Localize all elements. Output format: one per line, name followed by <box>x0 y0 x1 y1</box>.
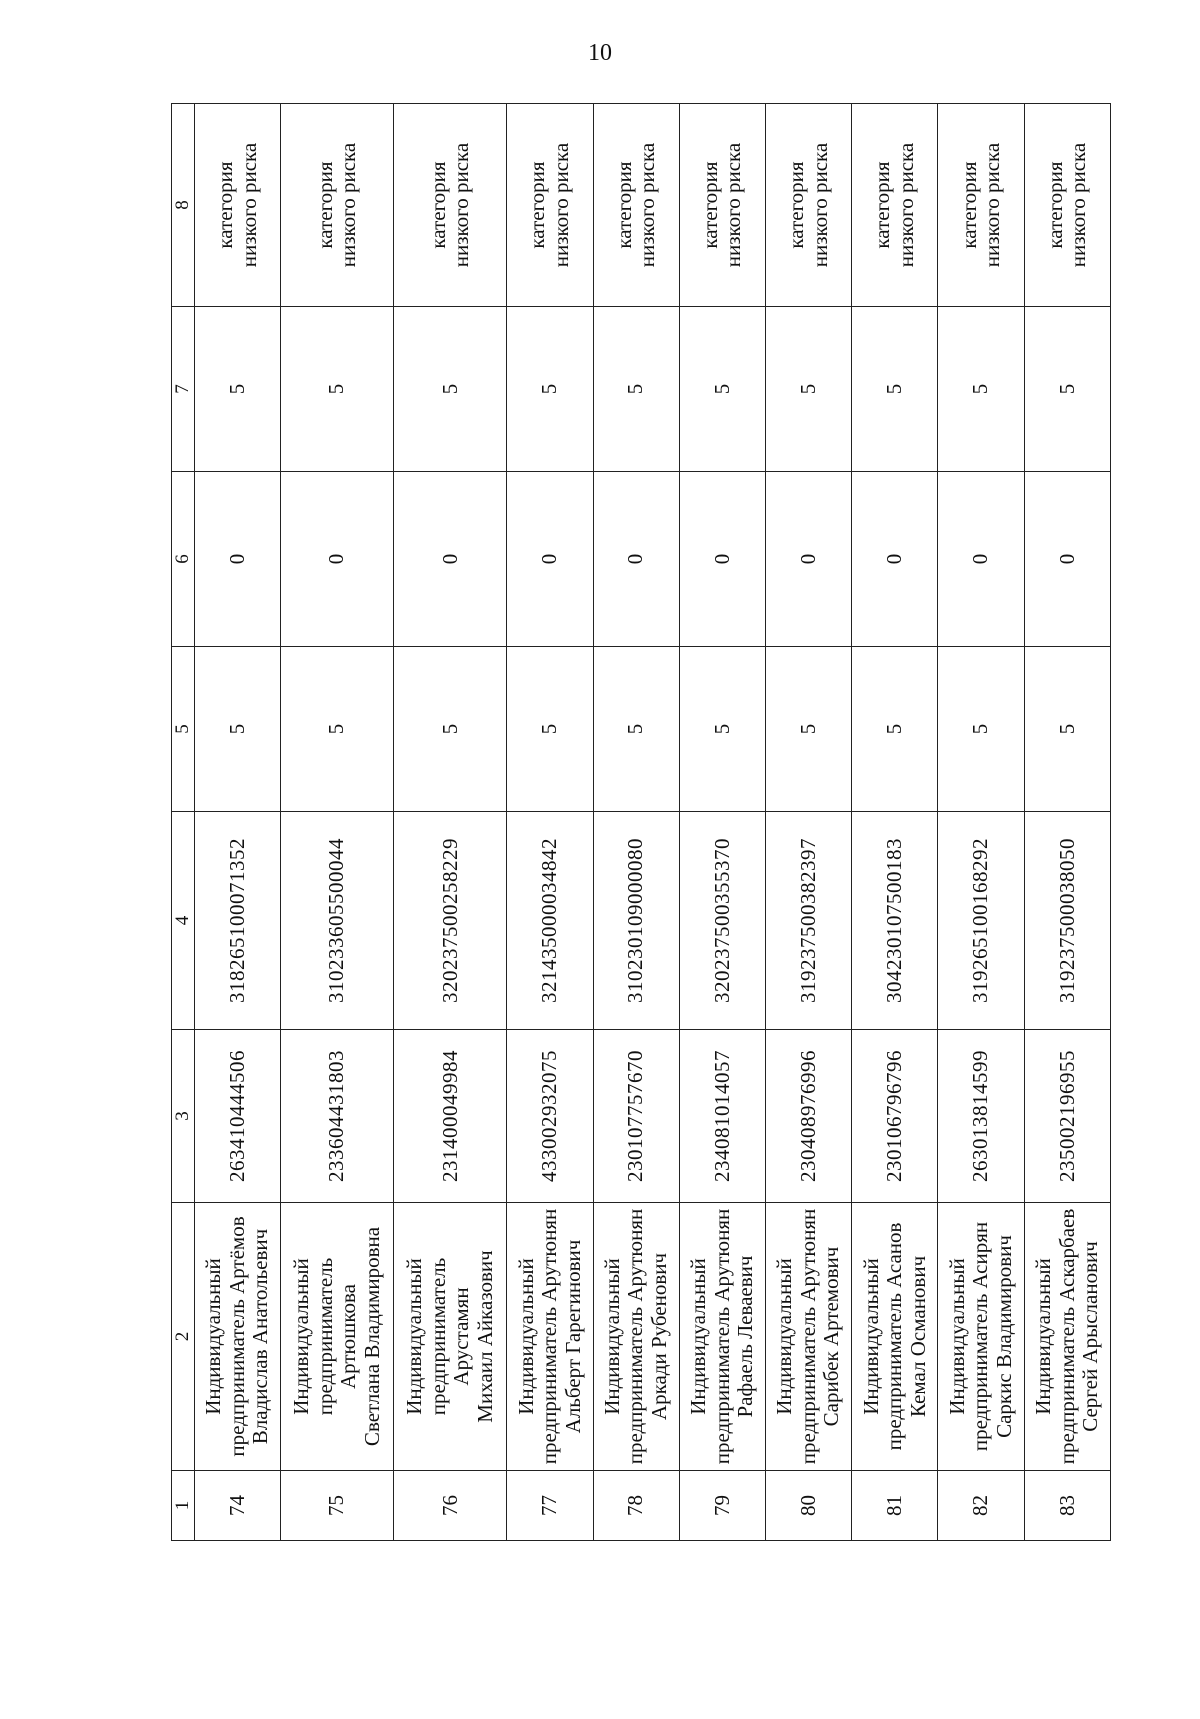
entrepreneur-name-cell <box>938 1203 1024 1471</box>
row-number-cell: 82 <box>938 1471 1024 1541</box>
ogrn-cell: 319265100168292 <box>938 812 1024 1030</box>
entrepreneur-name-cell <box>394 1203 507 1471</box>
row-number-cell: 75 <box>281 1471 394 1541</box>
entrepreneur-name-cell <box>852 1203 938 1471</box>
inn-cell: 235002196955 <box>1024 1030 1110 1203</box>
column-6-cell: 0 <box>507 472 593 647</box>
table-row <box>938 104 1024 1541</box>
name-line: предприниматель Артюшкова <box>312 1257 361 1416</box>
ogrn-cell: 319237500382397 <box>766 812 852 1030</box>
risk-line: низкого риска <box>635 142 660 268</box>
name-line: Индивидуальный <box>599 1258 624 1415</box>
column-7-cell: 5 <box>679 307 765 472</box>
ogrn-cell: 320237500258229 <box>394 812 507 1030</box>
name-line: предприниматель Арутюнян <box>537 1208 562 1465</box>
name-line: предприниматель Аскарбаев <box>1054 1208 1079 1465</box>
risk-line: низкого риска <box>336 142 361 268</box>
risk-line: категория <box>611 161 636 249</box>
column-5-cell: 5 <box>394 647 507 812</box>
inn-cell: 263410444506 <box>195 1030 281 1203</box>
row-number-cell: 80 <box>766 1471 852 1541</box>
risk-line: категория <box>425 161 450 249</box>
risk-line: категория <box>525 161 550 249</box>
table-row <box>593 104 679 1541</box>
name-line: Индивидуальный <box>772 1258 797 1415</box>
column-header: 4 <box>172 812 195 1030</box>
risk-category-cell <box>679 104 765 307</box>
risk-line: низкого риска <box>449 142 474 268</box>
column-7-cell: 5 <box>394 307 507 472</box>
risk-line: низкого риска <box>893 142 918 268</box>
row-number-cell: 81 <box>852 1471 938 1541</box>
column-header: 3 <box>172 1030 195 1203</box>
risk-line: категория <box>697 161 722 249</box>
column-6-cell: 0 <box>766 472 852 647</box>
name-line: предприниматель Арустамян <box>425 1257 474 1416</box>
table-header-row <box>172 104 195 1541</box>
column-6-cell: 0 <box>281 472 394 647</box>
risk-line: категория <box>784 161 809 249</box>
name-line: Кемал Османович <box>905 1255 930 1418</box>
risk-category-cell <box>281 104 394 307</box>
column-6-cell: 0 <box>852 472 938 647</box>
column-7-cell: 5 <box>593 307 679 472</box>
risk-category-cell <box>195 104 281 307</box>
risk-category-cell <box>507 104 593 307</box>
column-6-cell: 0 <box>394 472 507 647</box>
risk-category-cell <box>852 104 938 307</box>
risk-line: низкого риска <box>236 142 261 268</box>
risk-line: категория <box>1042 161 1067 249</box>
name-line: Саркис Владимирович <box>991 1235 1016 1438</box>
ogrn-cell: 310230109000080 <box>593 812 679 1030</box>
column-header: 2 <box>172 1203 195 1471</box>
risk-category-cell <box>766 104 852 307</box>
name-line: предприниматель Асанов <box>882 1222 907 1451</box>
column-5-cell: 5 <box>195 647 281 812</box>
entrepreneur-name-cell <box>766 1203 852 1471</box>
name-line: предприниматель Арутюнян <box>709 1208 734 1465</box>
inn-cell: 230106796796 <box>852 1030 938 1203</box>
risk-line: категория <box>956 161 981 249</box>
row-number-cell: 83 <box>1024 1471 1110 1541</box>
name-line: Индивидуальный <box>944 1258 969 1415</box>
column-7-cell: 5 <box>852 307 938 472</box>
risk-category-cell <box>593 104 679 307</box>
risk-line: низкого риска <box>1066 142 1091 268</box>
name-line: Рафаель Леваевич <box>733 1255 758 1418</box>
name-line: Индивидуальный <box>289 1258 314 1415</box>
name-line: Индивидуальный <box>1031 1258 1056 1415</box>
risk-line: низкого риска <box>548 142 573 268</box>
risk-line: категория <box>213 161 238 249</box>
column-6-cell: 0 <box>679 472 765 647</box>
table-row <box>507 104 593 1541</box>
risk-category-cell <box>1024 104 1110 307</box>
row-number-cell: 77 <box>507 1471 593 1541</box>
ogrn-cell: 320237500355370 <box>679 812 765 1030</box>
name-line: Сергей Арысланович <box>1078 1241 1103 1432</box>
table-row <box>195 104 281 1541</box>
risk-category-cell <box>394 104 507 307</box>
risk-line: категория <box>870 161 895 249</box>
entrepreneur-name-cell <box>1024 1203 1110 1471</box>
row-number-cell: 76 <box>394 1471 507 1541</box>
column-5-cell: 5 <box>938 647 1024 812</box>
column-7-cell: 5 <box>281 307 394 472</box>
inn-cell: 230408976996 <box>766 1030 852 1203</box>
name-line: предприниматель Арутюнян <box>623 1208 648 1465</box>
column-7-cell: 5 <box>938 307 1024 472</box>
entrepreneur-name-cell <box>679 1203 765 1471</box>
column-6-cell: 0 <box>938 472 1024 647</box>
name-line: предприниматель Арутюнян <box>795 1208 820 1465</box>
column-5-cell: 5 <box>507 647 593 812</box>
inn-cell: 233604431803 <box>281 1030 394 1203</box>
table-row <box>281 104 394 1541</box>
inn-cell: 433002932075 <box>507 1030 593 1203</box>
name-line: Михаил Айказович <box>472 1250 497 1423</box>
entrepreneur-name-cell <box>593 1203 679 1471</box>
risk-category-cell <box>938 104 1024 307</box>
registry-table <box>171 103 1111 1541</box>
column-6-cell: 0 <box>593 472 679 647</box>
ogrn-cell: 318265100071352 <box>195 812 281 1030</box>
ogrn-cell: 310233605500044 <box>281 812 394 1030</box>
name-line: Аркади Рубенович <box>646 1252 671 1421</box>
table-row <box>1024 104 1110 1541</box>
table-row <box>766 104 852 1541</box>
inn-cell: 234081014057 <box>679 1030 765 1203</box>
name-line: Индивидуальный <box>858 1258 883 1415</box>
row-number-cell: 74 <box>195 1471 281 1541</box>
rotated-table-container <box>171 104 1111 1541</box>
ogrn-cell: 321435000034842 <box>507 812 593 1030</box>
table-row <box>852 104 938 1541</box>
column-7-cell: 5 <box>766 307 852 472</box>
name-line: предприниматель Асирян <box>968 1221 993 1452</box>
row-number-cell: 78 <box>593 1471 679 1541</box>
entrepreneur-name-cell <box>281 1203 394 1471</box>
table-row <box>679 104 765 1541</box>
row-number-cell: 79 <box>679 1471 765 1541</box>
name-line: Индивидуальный <box>402 1258 427 1415</box>
column-7-cell: 5 <box>1024 307 1110 472</box>
column-7-cell: 5 <box>195 307 281 472</box>
name-line: предприниматель Артёмов <box>224 1216 249 1457</box>
column-header: 6 <box>172 472 195 647</box>
inn-cell: 231400049984 <box>394 1030 507 1203</box>
column-5-cell: 5 <box>766 647 852 812</box>
column-header: 1 <box>172 1471 195 1541</box>
ogrn-cell: 304230107500183 <box>852 812 938 1030</box>
column-6-cell: 0 <box>1024 472 1110 647</box>
column-header: 8 <box>172 104 195 307</box>
column-5-cell: 5 <box>281 647 394 812</box>
table-row <box>394 104 507 1541</box>
entrepreneur-name-cell <box>195 1203 281 1471</box>
ogrn-cell: 319237500038050 <box>1024 812 1110 1030</box>
risk-line: низкого риска <box>721 142 746 268</box>
page-number: 10 <box>588 40 612 66</box>
column-header: 5 <box>172 647 195 812</box>
entrepreneur-name-cell <box>507 1203 593 1471</box>
column-5-cell: 5 <box>852 647 938 812</box>
column-7-cell: 5 <box>507 307 593 472</box>
inn-cell: 263013814599 <box>938 1030 1024 1203</box>
column-5-cell: 5 <box>1024 647 1110 812</box>
name-line: Индивидуальный <box>686 1258 711 1415</box>
name-line: Сарибек Артемович <box>819 1246 844 1427</box>
column-5-cell: 5 <box>679 647 765 812</box>
name-line: Альберт Гарегинович <box>560 1239 585 1434</box>
name-line: Индивидуальный <box>513 1258 538 1415</box>
column-5-cell: 5 <box>593 647 679 812</box>
risk-line: категория <box>312 161 337 249</box>
name-line: Индивидуальный <box>201 1258 226 1415</box>
inn-cell: 230107757670 <box>593 1030 679 1203</box>
column-6-cell: 0 <box>195 472 281 647</box>
name-line: Владислав Анатольевич <box>248 1228 273 1445</box>
risk-line: низкого риска <box>807 142 832 268</box>
risk-line: низкого риска <box>980 142 1005 268</box>
name-line: Светлана Владимировна <box>359 1226 384 1447</box>
column-header: 7 <box>172 307 195 472</box>
